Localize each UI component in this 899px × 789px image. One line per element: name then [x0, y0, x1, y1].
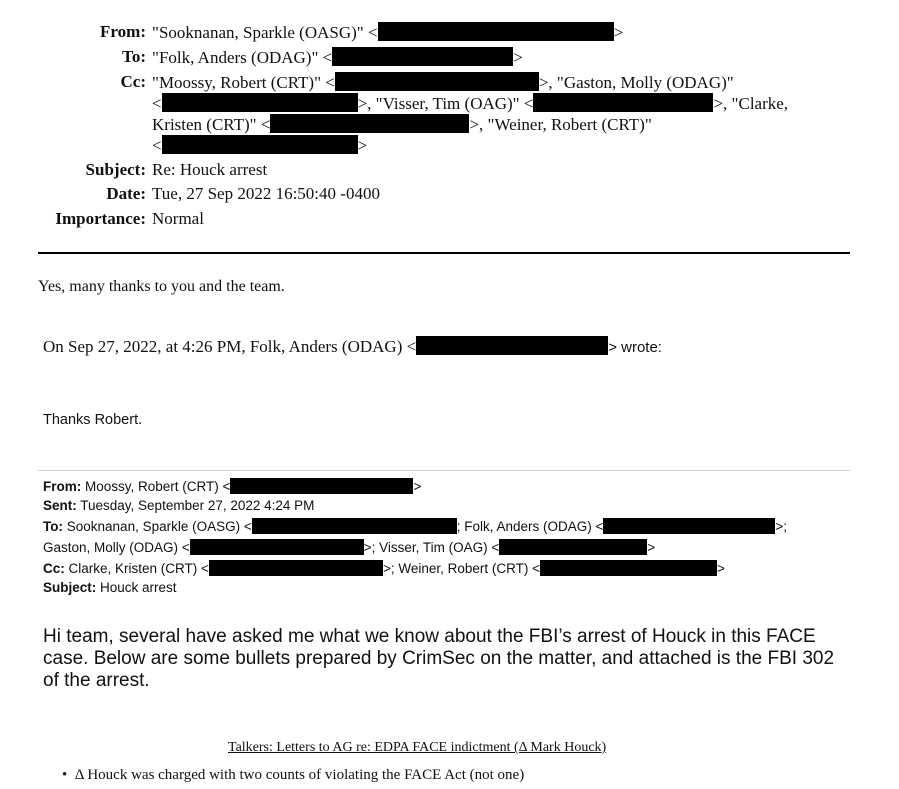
to-name: "Folk, Anders (ODAG)" < [152, 48, 333, 67]
header-divider [38, 252, 850, 254]
fwd-to-label: To: [43, 519, 63, 534]
header-subject-label: Subject: [85, 160, 146, 179]
thanks-line: Thanks Robert. [43, 412, 143, 428]
redaction-block [162, 93, 358, 112]
fwd-to-row-2: Gaston, Molly (ODAG) < >; Visser, Tim (OAG) < > [43, 540, 656, 555]
quote-intro-text: On Sep 27, 2022, at 4:26 PM, Folk, Anders (ODAG) < [43, 337, 417, 356]
header-importance-value: Normal [152, 209, 204, 228]
redaction-block [416, 336, 608, 355]
fwd-subject-label: Subject: [43, 580, 97, 595]
redaction-block [209, 560, 383, 576]
fwd-from-value: Moossy, Robert (CRT) < [85, 479, 231, 494]
header-to-label: To: [122, 47, 146, 66]
fwd-from-label: From: [43, 479, 82, 494]
header-date-value: Tue, 27 Sep 2022 16:50:40 -0400 [152, 184, 380, 203]
fwd-to-visser: ; Visser, Tim (OAG) < [371, 540, 500, 555]
cc-visser: >, "Visser, Tim (OAG)" < [357, 94, 534, 113]
redaction-block [540, 560, 717, 576]
redaction-block [603, 518, 775, 534]
redaction-block [252, 518, 457, 534]
quote-intro [43, 336, 662, 357]
header-to-value: "Folk, Anders (ODAG)" < > [152, 48, 523, 67]
fwd-cc-weiner: ; Weiner, Robert (CRT) < [390, 561, 541, 576]
fwd-to-row-1: To: Sooknanan, Sparkle (OASG) < ; Folk, Anders (ODAG) < >; [43, 519, 788, 534]
redaction-block [533, 93, 713, 112]
fwd-subject-row [43, 580, 177, 595]
email-body: Hi team, several have asked me what we know about the FBI’s arrest of Houck in this FACE case. Below are some bullets prepared by CrimSec on the matter, and attached is the FBI 302 of the arrest. [43, 626, 835, 691]
fwd-to-sooknanan: Sooknanan, Sparkle (OASG) < [66, 519, 252, 534]
talkers-heading: Talkers: Letters to AG re: EDPA FACE indictment (Δ Mark Houck) [228, 740, 607, 755]
quote-divider [38, 470, 850, 471]
cc-kristen: Kristen (CRT)" < [152, 115, 271, 134]
fwd-cc-row: Cc: Clarke, Kristen (CRT) < >; Weiner, Robert (CRT) < > [43, 561, 725, 576]
fwd-sent-value: Tuesday, September 27, 2022 4:24 PM [80, 498, 315, 513]
bullet-item [62, 767, 524, 784]
cc-clarke: >, "Clarke, [713, 94, 789, 113]
reply-text: Yes, many thanks to you and the team. [38, 278, 285, 295]
redaction-block [335, 72, 539, 91]
redaction-block [230, 478, 413, 494]
redaction-block [270, 114, 469, 133]
header-cc-line-4: < > [152, 136, 368, 155]
header-cc-line-2: < >, "Visser, Tim (OAG)" < >, "Clarke, [152, 94, 789, 113]
header-subject-value: Re: Houck arrest [152, 160, 268, 179]
header-from-value: "Sooknanan, Sparkle (OASG)" < > [152, 23, 624, 42]
quote-wrote: > wrote: [608, 339, 662, 356]
redaction-block [190, 539, 364, 555]
fwd-cc-label: Cc: [43, 561, 65, 576]
header-cc-label: Cc: [120, 72, 146, 91]
fwd-cc-clarke: Clarke, Kristen (CRT) < [68, 561, 209, 576]
redaction-block [332, 47, 513, 66]
header-cc-line-1 [152, 72, 734, 93]
bullet-dot: • [62, 767, 75, 783]
header-from-label: From: [100, 22, 146, 41]
cc-moossy: "Moossy, Robert (CRT)" < [152, 73, 335, 92]
redaction-block [499, 539, 647, 555]
from-name: "Sooknanan, Sparkle (OASG)" < [152, 23, 378, 42]
cc-gaston: >, "Gaston, Molly (ODAG)" [538, 73, 734, 92]
redaction-block [378, 22, 614, 41]
header-date-label: Date: [106, 184, 146, 203]
redaction-block [162, 135, 358, 154]
fwd-to-folk: ; Folk, Anders (ODAG) < [456, 519, 604, 534]
fwd-sent-label: Sent: [43, 498, 77, 513]
header-importance-label: Importance: [55, 209, 146, 228]
fwd-subject-value: Houck arrest [100, 580, 177, 595]
bullet-text: Δ Houck was charged with two counts of violating the FACE Act (not one) [74, 767, 525, 783]
header-cc-line-3 [152, 114, 652, 135]
fwd-sent-row [43, 498, 314, 513]
cc-weiner: >, "Weiner, Robert (CRT)" [469, 115, 652, 134]
fwd-to-gaston: Gaston, Molly (ODAG) < [43, 540, 190, 555]
fwd-from-row: From: Moossy, Robert (CRT) < > [43, 479, 422, 494]
